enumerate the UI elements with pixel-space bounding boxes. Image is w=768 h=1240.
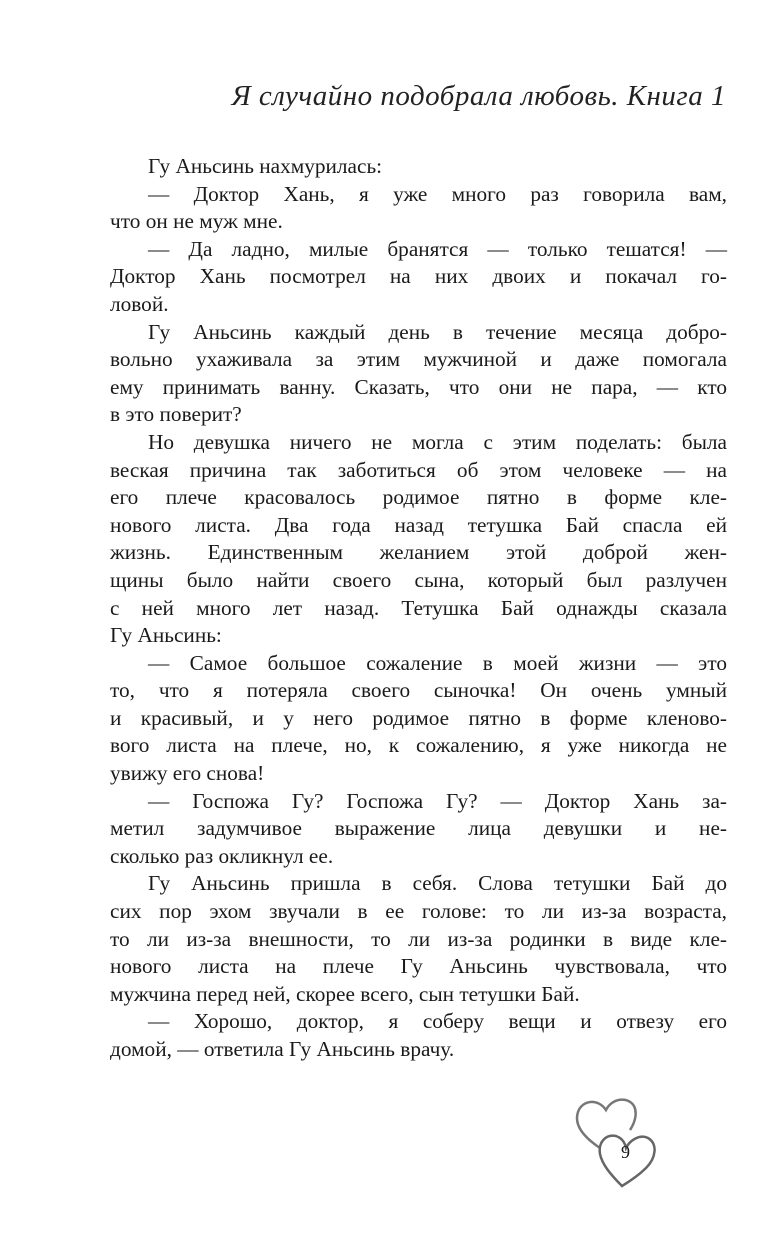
- running-header: Я случайно подобрала любовь. Книга 1: [231, 80, 726, 112]
- text-line: метил задумчивое выражение лица девушки и не-: [110, 816, 727, 841]
- text-line: Гу Аньсинь нахмурилась:: [148, 154, 383, 178]
- text-line: Гу Аньсинь пришла в себя. Слова тетушки Бай до: [148, 871, 727, 896]
- text-line: то, что я потеряла своего сыночка! Он очень умный: [110, 678, 727, 703]
- hearts-icon: [570, 1088, 670, 1188]
- text-line: — Да ладно, милые бранятся — только тешатся! —: [148, 236, 727, 261]
- text-line: ему принимать ванну. Сказать, что они не пара, — кто: [110, 374, 727, 399]
- text-line: веская причина так заботиться об этом человеке — на: [110, 457, 727, 482]
- page-number: 9: [621, 1142, 630, 1162]
- text-line: — Хорошо, доктор, я соберу вещи и отвезу его: [148, 1009, 727, 1034]
- text-line: Гу Аньсинь каждый день в течение месяца добро-: [148, 319, 727, 344]
- text-line: то ли из-за внешности, то ли из-за родинки в виде кле-: [110, 926, 727, 951]
- text-line: увижу его снова!: [110, 761, 265, 786]
- text-line: домой, — ответила Гу Аньсинь врачу.: [110, 1037, 455, 1061]
- text-line: щины было найти своего сына, который был разлучен: [110, 567, 727, 592]
- text-line: мужчина перед ней, скорее всего, сын тетушки Бай.: [110, 981, 580, 1006]
- text-line: — Госпожа Гу? Госпожа Гу? — Доктор Хань за-: [148, 788, 727, 813]
- text-line: — Самое большое сожаление в моей жизни — это: [148, 650, 727, 675]
- text-line: сколько раз окликнул ее.: [110, 843, 334, 868]
- text-line: Доктор Хань посмотрел на них двоих и покачал го-: [110, 264, 727, 289]
- text-line: ловой.: [110, 291, 169, 316]
- text-line: сих пор эхом звучали в ее голове: то ли из-за возраста,: [110, 899, 727, 924]
- page-body-text: [110, 153, 727, 1064]
- text-line: Но девушка ничего не могла с этим поделать: была: [148, 429, 727, 454]
- text-line: что он не муж мне.: [110, 209, 283, 234]
- text-line: нового листа на плече Гу Аньсинь чувствовала, что: [110, 954, 727, 979]
- text-line: в это поверит?: [110, 402, 242, 427]
- text-line: Гу Аньсинь:: [110, 623, 222, 648]
- text-line: и красивый, и у него родимое пятно в форме кленово-: [110, 705, 727, 730]
- text-line: жизнь. Единственным желанием этой доброй жен-: [110, 540, 727, 565]
- text-line: его плече красовалось родимое пятно в форме кле-: [110, 485, 727, 510]
- text-line: нового листа. Два года назад тетушка Бай спасла ей: [110, 512, 727, 537]
- text-line: вольно ухаживала за этим мужчиной и даже помогала: [110, 347, 727, 372]
- text-line: с ней много лет назад. Тетушка Бай однажды сказала: [110, 595, 727, 620]
- text-line: вого листа на плече, но, к сожалению, я уже никогда не: [110, 733, 727, 758]
- text-line: — Доктор Хань, я уже много раз говорила вам,: [148, 181, 727, 206]
